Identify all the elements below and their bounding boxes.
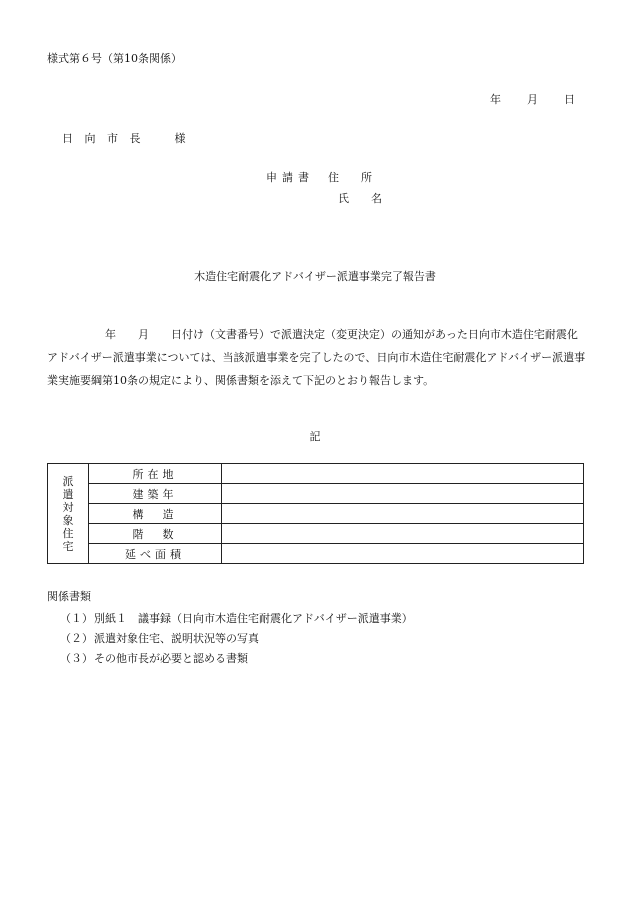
name-label: 氏 名 (338, 192, 382, 205)
row-label-structure: 構 造 (89, 504, 222, 524)
table-row (48, 464, 584, 484)
row-label-build-year: 建築年 (89, 484, 222, 504)
body-paragraph: 年 月 日付け（文書番号）で派遣決定（変更決定）の通知があった日向市木造住宅耐震化アドバイザー派遣事業については、当該派遣事業を完了したので、日向市木造住宅耐震化アドバイザー派遣事業実施要綱第10条の規定により、関係書類を添えて下記のとおり報告します。 (47, 328, 586, 387)
list-item: （２）派遣対象住宅、説明状況等の写真 (60, 632, 259, 645)
document-title: 木造住宅耐震化アドバイザー派遣事業完了報告書 (194, 270, 436, 283)
row-label-floor-area: 延べ面積 (89, 544, 222, 564)
date-year: 年 (490, 93, 501, 106)
date-line (490, 91, 575, 107)
value-structure (222, 504, 584, 524)
form-number: 様式第６号（第10条関係） (47, 52, 182, 65)
table-row (48, 504, 584, 524)
value-floor-area (222, 544, 584, 564)
list-item: （３）その他市長が必要と認める書類 (60, 652, 248, 665)
table-row (48, 524, 584, 544)
addressee: 日 向 市 長 様 (62, 132, 190, 145)
related-docs-heading: 関係書類 (47, 590, 91, 603)
applicant-label: 申請書 (266, 171, 314, 184)
applicant-address-row (266, 169, 378, 185)
address-label: 住 所 (328, 171, 372, 184)
row-label-floors: 階 数 (89, 524, 222, 544)
value-floors (222, 524, 584, 544)
property-table (47, 463, 584, 564)
row-label-location: 所在地 (89, 464, 222, 484)
ki-heading: 記 (309, 430, 321, 443)
target-house-group-label: 派 遣 対 象 住 宅 (48, 464, 89, 564)
list-item: （１）別紙１ 議事録（日向市木造住宅耐震化アドバイザー派遣事業） (60, 612, 413, 625)
date-month: 月 (527, 93, 538, 106)
date-day: 日 (564, 93, 575, 106)
value-location (222, 464, 584, 484)
table-row (48, 484, 584, 504)
value-build-year (222, 484, 584, 504)
table-row (48, 544, 584, 564)
